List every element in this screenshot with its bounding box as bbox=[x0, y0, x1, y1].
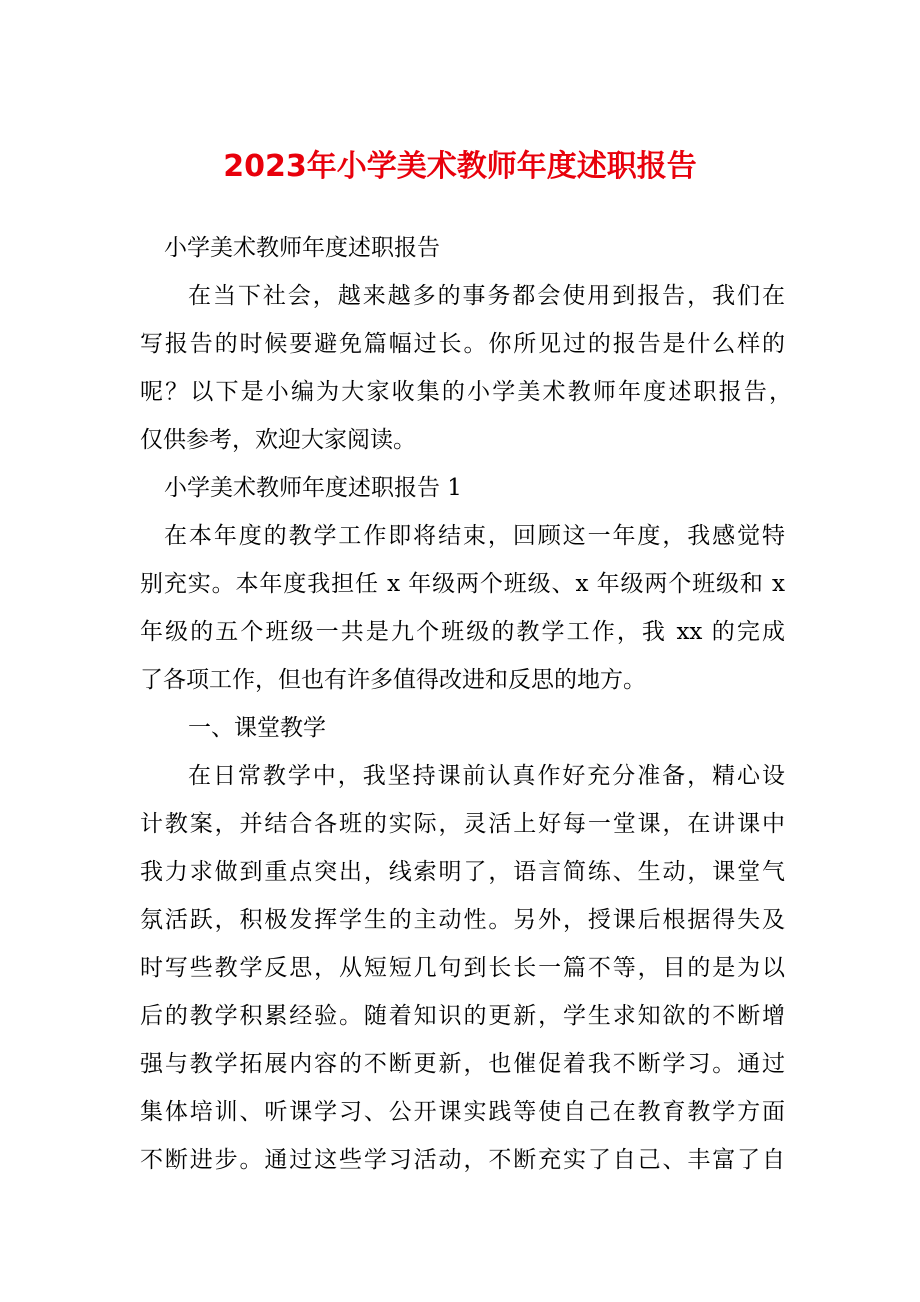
paragraph-line: 了各项工作，但也有许多值得改进和反思的地方。 bbox=[140, 667, 646, 693]
paragraph-line: 年级的五个班级一共是九个班级的教学工作，我 xx 的完成 bbox=[140, 619, 785, 645]
intro-line: 呢？以下是小编为大家收集的小学美术教师年度述职报告， bbox=[140, 379, 792, 405]
document-subtitle: 小学美术教师年度述职报告 bbox=[164, 235, 440, 261]
paragraph-line: 我力求做到重点突出，线索明了，语言简练、生动，课堂气 bbox=[140, 859, 785, 885]
intro-line: 写报告的时候要避免篇幅过长。你所见过的报告是什么样的 bbox=[140, 331, 785, 357]
document-title: 2023年小学美术教师年度述职报告 bbox=[223, 149, 697, 184]
subheading: 一、课堂教学 bbox=[188, 715, 326, 741]
paragraph-line: 氛活跃，积极发挥学生的主动性。另外，授课后根据得失及 bbox=[140, 907, 785, 933]
intro-line: 在当下社会，越来越多的事务都会使用到报告，我们在 bbox=[188, 283, 785, 309]
paragraph-line: 强与教学拓展内容的不断更新，也催促着我不断学习。通过 bbox=[140, 1051, 785, 1077]
section-heading: 小学美术教师年度述职报告 1 bbox=[164, 475, 462, 501]
paragraph-line: 在本年度的教学工作即将结束，回顾这一年度，我感觉特 bbox=[164, 523, 785, 549]
paragraph-line: 在日常教学中，我坚持课前认真作好充分准备，精心设 bbox=[188, 763, 785, 789]
intro-line: 仅供参考，欢迎大家阅读。 bbox=[140, 427, 416, 453]
paragraph-line: 不断进步。通过这些学习活动，不断充实了自己、丰富了自 bbox=[140, 1147, 785, 1173]
paragraph-line: 后的教学积累经验。随着知识的更新，学生求知欲的不断增 bbox=[140, 1003, 785, 1029]
paragraph-line: 时写些教学反思，从短短几句到长长一篇不等，目的是为以 bbox=[140, 955, 785, 981]
paragraph-line: 计教案，并结合各班的实际，灵活上好每一堂课，在讲课中 bbox=[140, 811, 785, 837]
paragraph-line: 集体培训、听课学习、公开课实践等使自己在教育教学方面 bbox=[140, 1099, 785, 1125]
paragraph-line: 别充实。本年度我担任 x 年级两个班级、x 年级两个班级和 x bbox=[140, 571, 785, 597]
